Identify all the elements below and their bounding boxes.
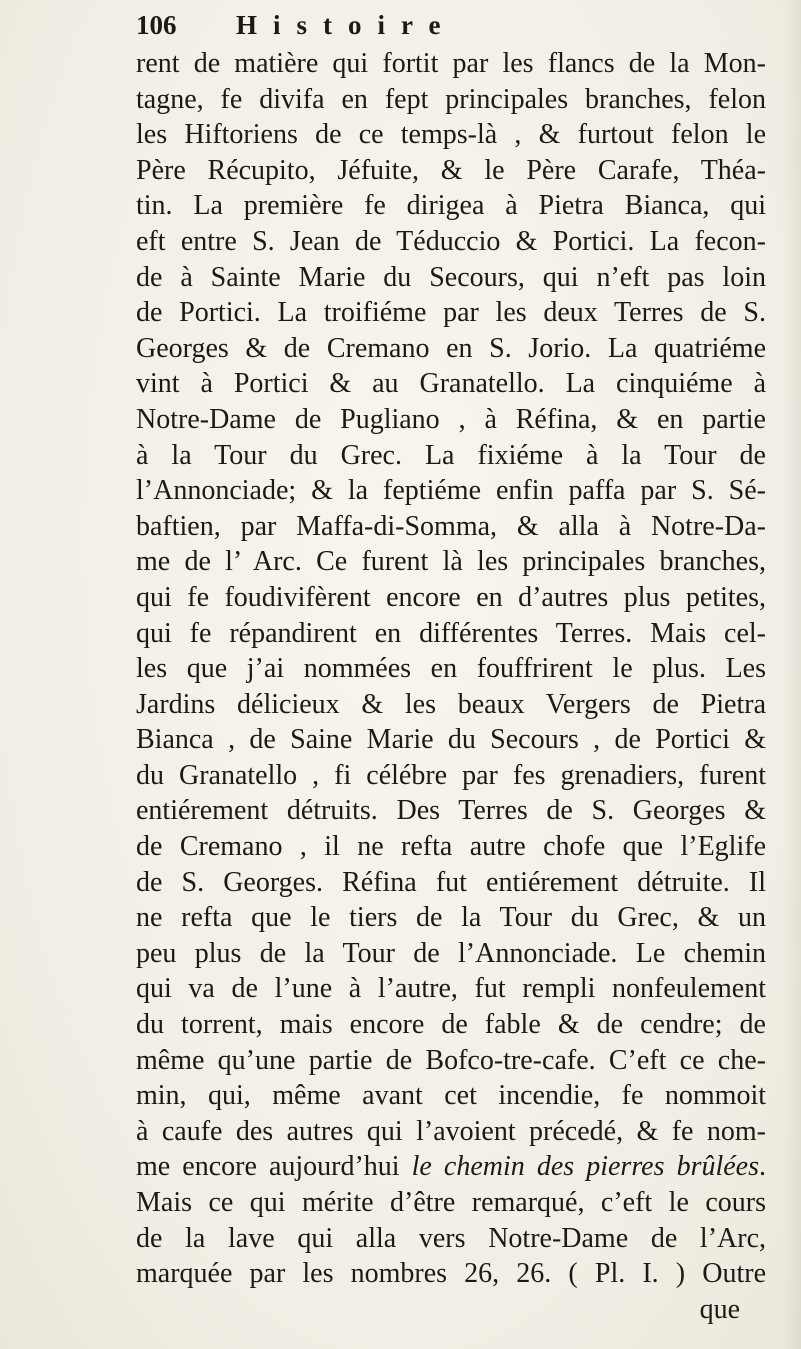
text-line: les Hiftoriens de ce temps-là , & furtout felon le [136, 119, 766, 151]
text-line: Mais ce qui mérite d’être remarqué, c’eft le cours [136, 1187, 766, 1218]
text-line: rent de matière qui fortit par les flancs de la Mon- [136, 48, 766, 79]
text-line: vint à Portici & au Granatello. La cinquiéme à [136, 368, 766, 400]
text-line: à caufe des autres qui l’avoient précedé, & fe nom- [136, 1115, 766, 1147]
page-number: 106 [136, 10, 177, 40]
text-line: tagne, fe divifa en fept principales branches, felon [136, 83, 766, 115]
text-line: Georges & de Cremano en S. Jorio. La quatriéme [136, 332, 766, 364]
page-edge-shadow [783, 0, 801, 1349]
text-line: ne refta que le tiers de la Tour du Grec, & un [136, 902, 766, 934]
text-line: marquée par les nombres 26, 26. ( Pl. I. ) Outre [136, 1258, 766, 1290]
text-line: du torrent, mais encore de fable & de cendre; de [136, 1009, 766, 1041]
text-line-with-italic [136, 1149, 766, 1185]
catchword: que [699, 1293, 740, 1325]
text-line: entiérement détruits. Des Terres de S. Georges & [136, 795, 766, 827]
line-segment: . [759, 1151, 766, 1183]
text-line: du Granatello , fi célébre par fes grenadiers, furent [136, 759, 766, 791]
text-line: eft entre S. Jean de Téduccio & Portici. La fecon- [136, 225, 766, 257]
text-line: Père Récupito, Jéfuite, & le Père Carafe, Théa- [136, 154, 766, 186]
text-line: de S. Georges. Réfina fut entiérement détruite. Il [136, 866, 766, 898]
text-line: baftien, par Maffa-di-Somma, & alla à Notre-Da- [136, 510, 766, 542]
text-line: Bianca , de Saine Marie du Secours , de Portici & [136, 724, 766, 756]
text-line: l’Annonciade; & la feptiéme enfin paffa par S. Sé- [136, 475, 766, 507]
running-title: Histoire [236, 10, 457, 40]
text-line: de la lave qui alla vers Notre-Dame de l’Arc, [136, 1222, 766, 1254]
text-line: peu plus de la Tour de l’Annonciade. Le chemin [136, 937, 766, 969]
text-line: tin. La première fe dirigea à Pietra Bianca, qui [136, 190, 766, 222]
text-line: qui fe foudivifèrent encore en d’autres plus petites, [136, 581, 766, 613]
running-head [136, 10, 766, 46]
text-line: de à Sainte Marie du Secours, qui n’eft pas loin [136, 261, 766, 293]
text-line: les que j’ai nommées en fouffrirent le plus. Les [136, 653, 766, 685]
body-text [136, 46, 766, 1327]
text-line: à la Tour du Grec. La fixiéme à la Tour de [136, 439, 766, 471]
text-line: de Portici. La troifiéme par les deux Terres de S. [136, 297, 766, 329]
text-line: Notre-Dame de Pugliano , à Réfina, & en partie [136, 403, 766, 435]
text-line: qui fe répandirent en différentes Terres. Mais cel- [136, 617, 766, 649]
text-line: de Cremano , il ne refta autre chofe que l’Eglife [136, 831, 766, 863]
text-line: même qu’une partie de Bofco-tre-cafe. C’eft ce che- [136, 1044, 766, 1076]
text-line: min, qui, même avant cet incendie, fe nommoit [136, 1080, 766, 1112]
text-line: qui va de l’une à l’autre, fut rempli nonfeulement [136, 973, 766, 1005]
text-line: me de l’ Arc. Ce furent là les principales branches, [136, 546, 766, 578]
text-line: Jardins délicieux & les beaux Vergers de Pietra [136, 688, 766, 720]
italic-phrase: le chemin des pierres brûlées [411, 1151, 759, 1183]
line-segment: me encore aujourd’hui [136, 1151, 412, 1183]
